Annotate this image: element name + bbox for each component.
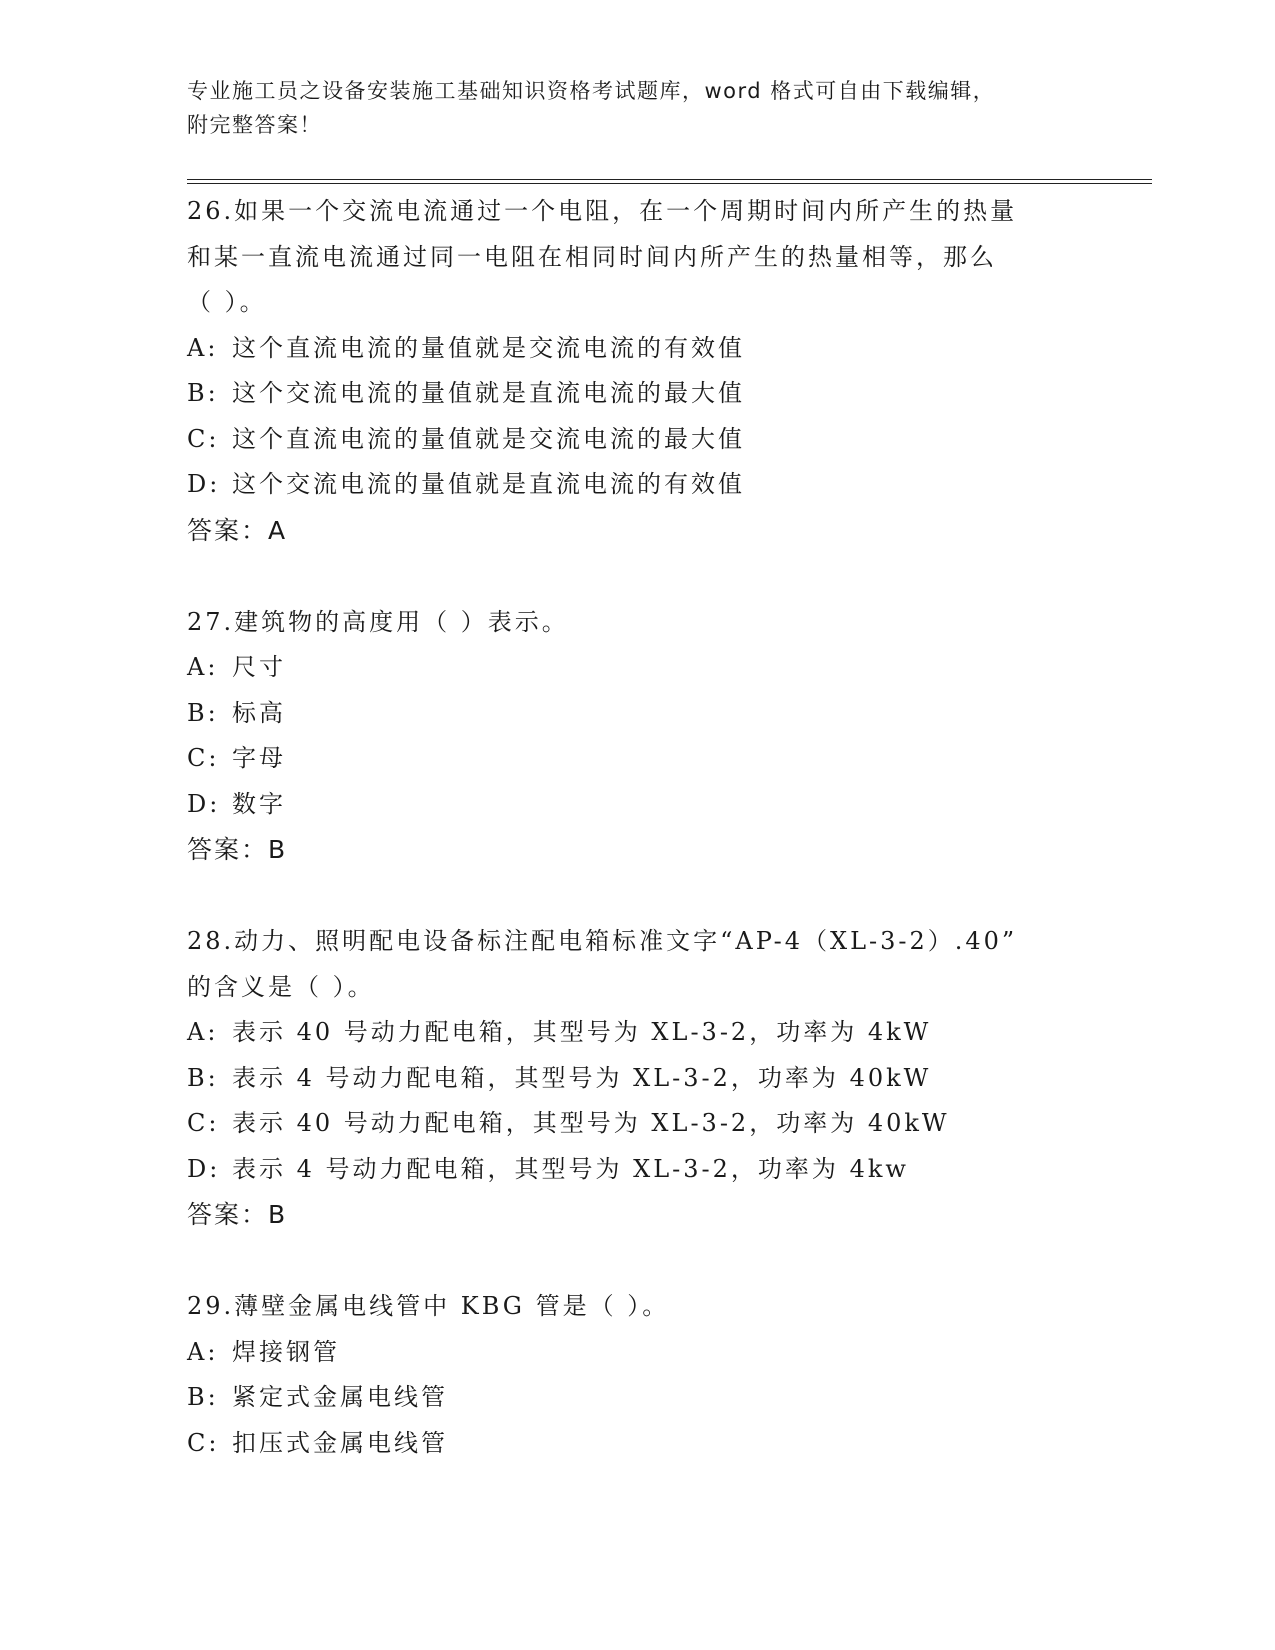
option-text: 扣压式金属电线管: [232, 1428, 448, 1457]
question-list: [187, 189, 1152, 1512]
option-text: 表示 40 号动力配电箱，其型号为 XL-3-2，功率为 4kW: [232, 1018, 932, 1046]
option-text: 数字: [232, 789, 286, 818]
answer-line: 答案：A: [187, 515, 288, 545]
question-stem: 27.建筑物的高度用（ ）表示。: [187, 607, 569, 636]
option-text: 表示 4 号动力配电箱，其型号为 XL-3-2，功率为 4kw: [232, 1154, 909, 1183]
option-c: [187, 1421, 1152, 1467]
option-text: 这个交流电流的量值就是直流电流的有效值: [232, 470, 745, 498]
option-c: [187, 417, 1152, 463]
option-text: 标高: [232, 698, 286, 727]
option-letter: B:: [187, 1063, 219, 1092]
option-d: [187, 1147, 1152, 1193]
option-letter: A:: [187, 1018, 219, 1046]
option-text: 字母: [232, 744, 286, 772]
option-letter: D:: [187, 1154, 221, 1183]
option-letter: B:: [187, 698, 219, 727]
option-text: 紧定式金属电线管: [232, 1383, 448, 1411]
option-letter: D:: [187, 470, 221, 498]
option-d: [187, 462, 1152, 508]
question-stem: 和某一直流电流通过同一电阻在相同时间内所产生的热量相等，那么: [187, 242, 997, 271]
option-letter: C:: [187, 1109, 220, 1137]
question-26: [187, 189, 1152, 554]
option-a: [187, 326, 1152, 372]
question-stem: （ ）。: [187, 288, 267, 316]
question-28: [187, 919, 1152, 1238]
option-a: [187, 1330, 1152, 1376]
answer-line: 答案：B: [187, 1200, 288, 1229]
option-b: [187, 1375, 1152, 1421]
document-header: [187, 74, 1087, 142]
option-c: [187, 736, 1152, 782]
option-b: [187, 1056, 1152, 1102]
question-27: [187, 600, 1152, 874]
option-letter: C:: [187, 744, 220, 772]
option-text: 尺寸: [232, 653, 286, 681]
header-divider-bottom: [187, 183, 1152, 184]
option-d: [187, 782, 1152, 828]
question-stem: 28.动力、照明配电设备标注配电箱标准文字“AP-4（XL-3-2）.40”: [187, 927, 1018, 955]
option-letter: B:: [187, 1383, 219, 1411]
option-letter: A:: [187, 333, 219, 362]
option-text: 这个交流电流的量值就是直流电流的最大值: [232, 379, 745, 407]
option-c: [187, 1101, 1152, 1147]
option-b: [187, 371, 1152, 417]
header-line: 附完整答案！: [187, 113, 322, 137]
answer-line: 答案：B: [187, 835, 288, 864]
option-a: [187, 1010, 1152, 1056]
option-letter: B:: [187, 379, 219, 407]
option-letter: A:: [187, 1337, 219, 1366]
option-text: 焊接钢管: [232, 1337, 340, 1366]
header-line: 专业施工员之设备安装施工基础知识资格考试题库，word 格式可自由下载编辑，: [187, 79, 996, 103]
option-b: [187, 691, 1152, 737]
question-29: [187, 1284, 1152, 1466]
question-stem: 26.如果一个交流电流通过一个电阻，在一个周期时间内所产生的热量: [187, 197, 1018, 225]
question-stem: 的含义是（ ）。: [187, 972, 375, 1001]
option-a: [187, 645, 1152, 691]
question-stem: 29.薄壁金属电线管中 KBG 管是（ ）。: [187, 1292, 670, 1320]
option-text: 这个直流电流的量值就是交流电流的有效值: [232, 333, 745, 362]
option-text: 表示 4 号动力配电箱，其型号为 XL-3-2，功率为 40kW: [232, 1063, 932, 1092]
option-letter: C:: [187, 424, 220, 453]
option-letter: A:: [187, 653, 219, 681]
option-text: 表示 40 号动力配电箱，其型号为 XL-3-2，功率为 40kW: [232, 1109, 950, 1137]
option-letter: C:: [187, 1428, 220, 1457]
option-text: 这个直流电流的量值就是交流电流的最大值: [232, 424, 745, 453]
header-divider-top: [187, 179, 1152, 180]
option-letter: D:: [187, 789, 221, 818]
